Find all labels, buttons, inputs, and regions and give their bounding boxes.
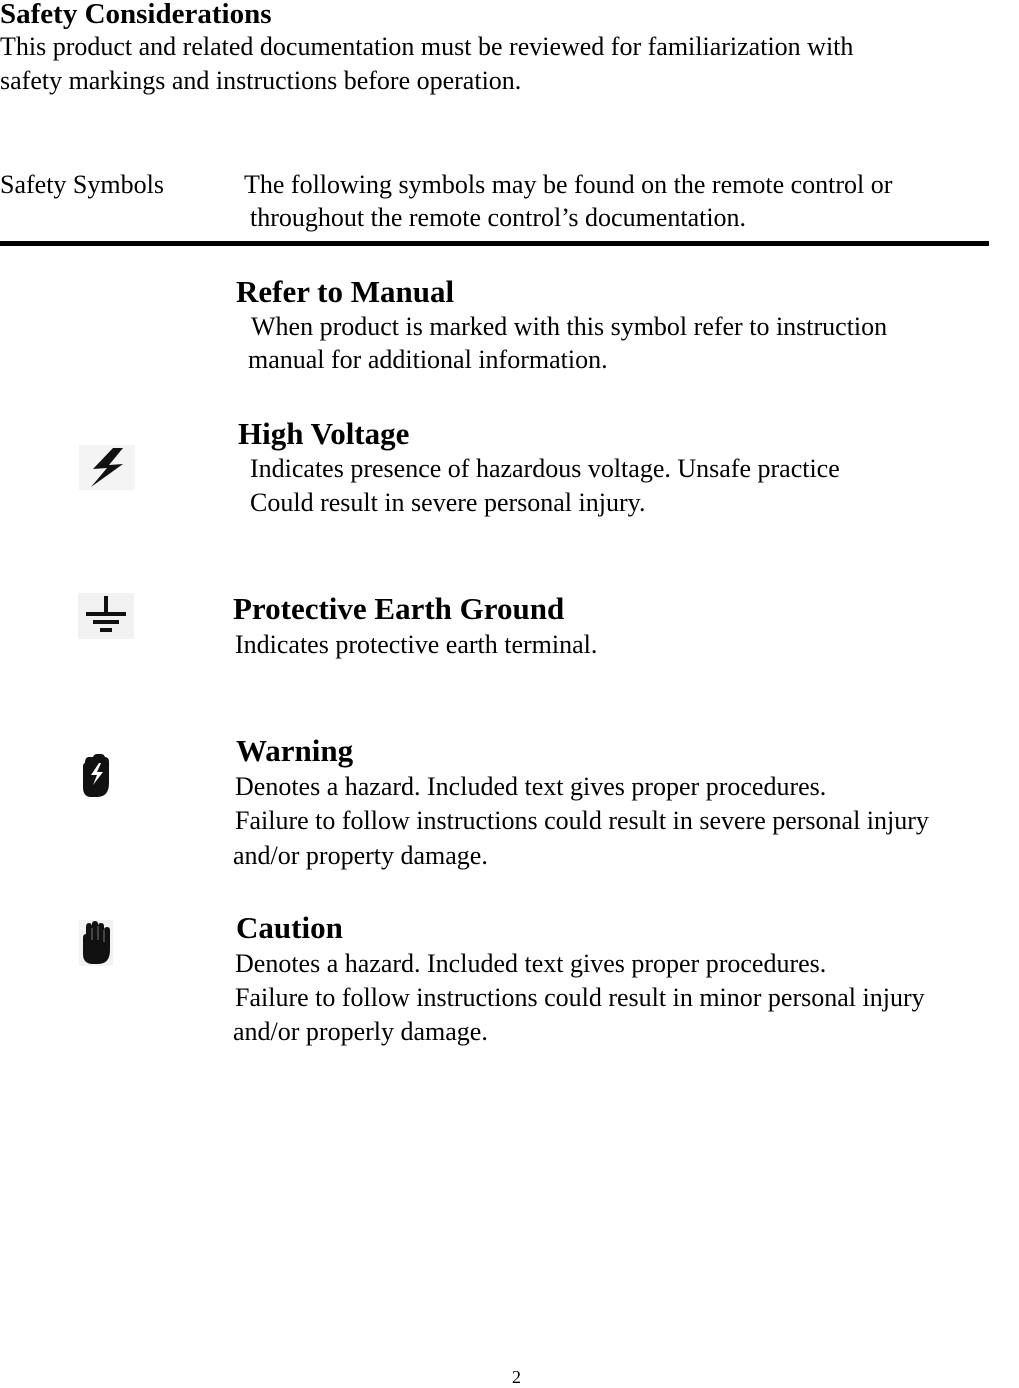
warning-title: Warning bbox=[236, 733, 354, 768]
intro-line-1: This product and related documentation must be reviewed for familiarization with bbox=[0, 32, 854, 61]
refer-manual-title: Refer to Manual bbox=[236, 274, 455, 309]
page-number: 2 bbox=[512, 1367, 521, 1387]
caution-line-1: Denotes a hazard. Included text gives proper procedures. bbox=[235, 949, 827, 978]
high-voltage-line-1: Indicates presence of hazardous voltage. Unsafe practice bbox=[250, 454, 840, 483]
high-voltage-icon bbox=[79, 445, 135, 490]
warning-hand-icon bbox=[79, 753, 113, 799]
safety-symbols-desc-1: The following symbols may be found on the remote control or bbox=[244, 170, 893, 199]
safety-symbols-desc-2: throughout the remote control’s documentation. bbox=[250, 203, 747, 232]
page-title: Safety Considerations bbox=[0, 0, 272, 30]
caution-line-2: Failure to follow instructions could result in minor personal injury bbox=[235, 983, 925, 1012]
warning-line-1: Denotes a hazard. Included text gives proper procedures. bbox=[235, 772, 827, 801]
warning-line-3: and/or property damage. bbox=[233, 841, 488, 870]
refer-manual-line-1: When product is marked with this symbol refer to instruction bbox=[251, 312, 888, 341]
warning-line-2: Failure to follow instructions could result in severe personal injury bbox=[235, 806, 929, 835]
caution-title: Caution bbox=[236, 910, 343, 945]
earth-ground-line-1: Indicates protective earth terminal. bbox=[235, 630, 598, 659]
earth-ground-icon bbox=[78, 593, 134, 639]
safety-symbols-label: Safety Symbols bbox=[0, 170, 164, 199]
caution-hand-icon bbox=[79, 920, 113, 966]
refer-manual-line-2: manual for additional information. bbox=[248, 345, 608, 374]
caution-line-3: and/or properly damage. bbox=[233, 1017, 488, 1046]
header-rule bbox=[0, 241, 989, 246]
earth-ground-title: Protective Earth Ground bbox=[233, 591, 565, 626]
high-voltage-title: High Voltage bbox=[238, 416, 410, 451]
high-voltage-line-2: Could result in severe personal injury. bbox=[250, 488, 646, 517]
intro-line-2: safety markings and instructions before operation. bbox=[0, 66, 522, 95]
